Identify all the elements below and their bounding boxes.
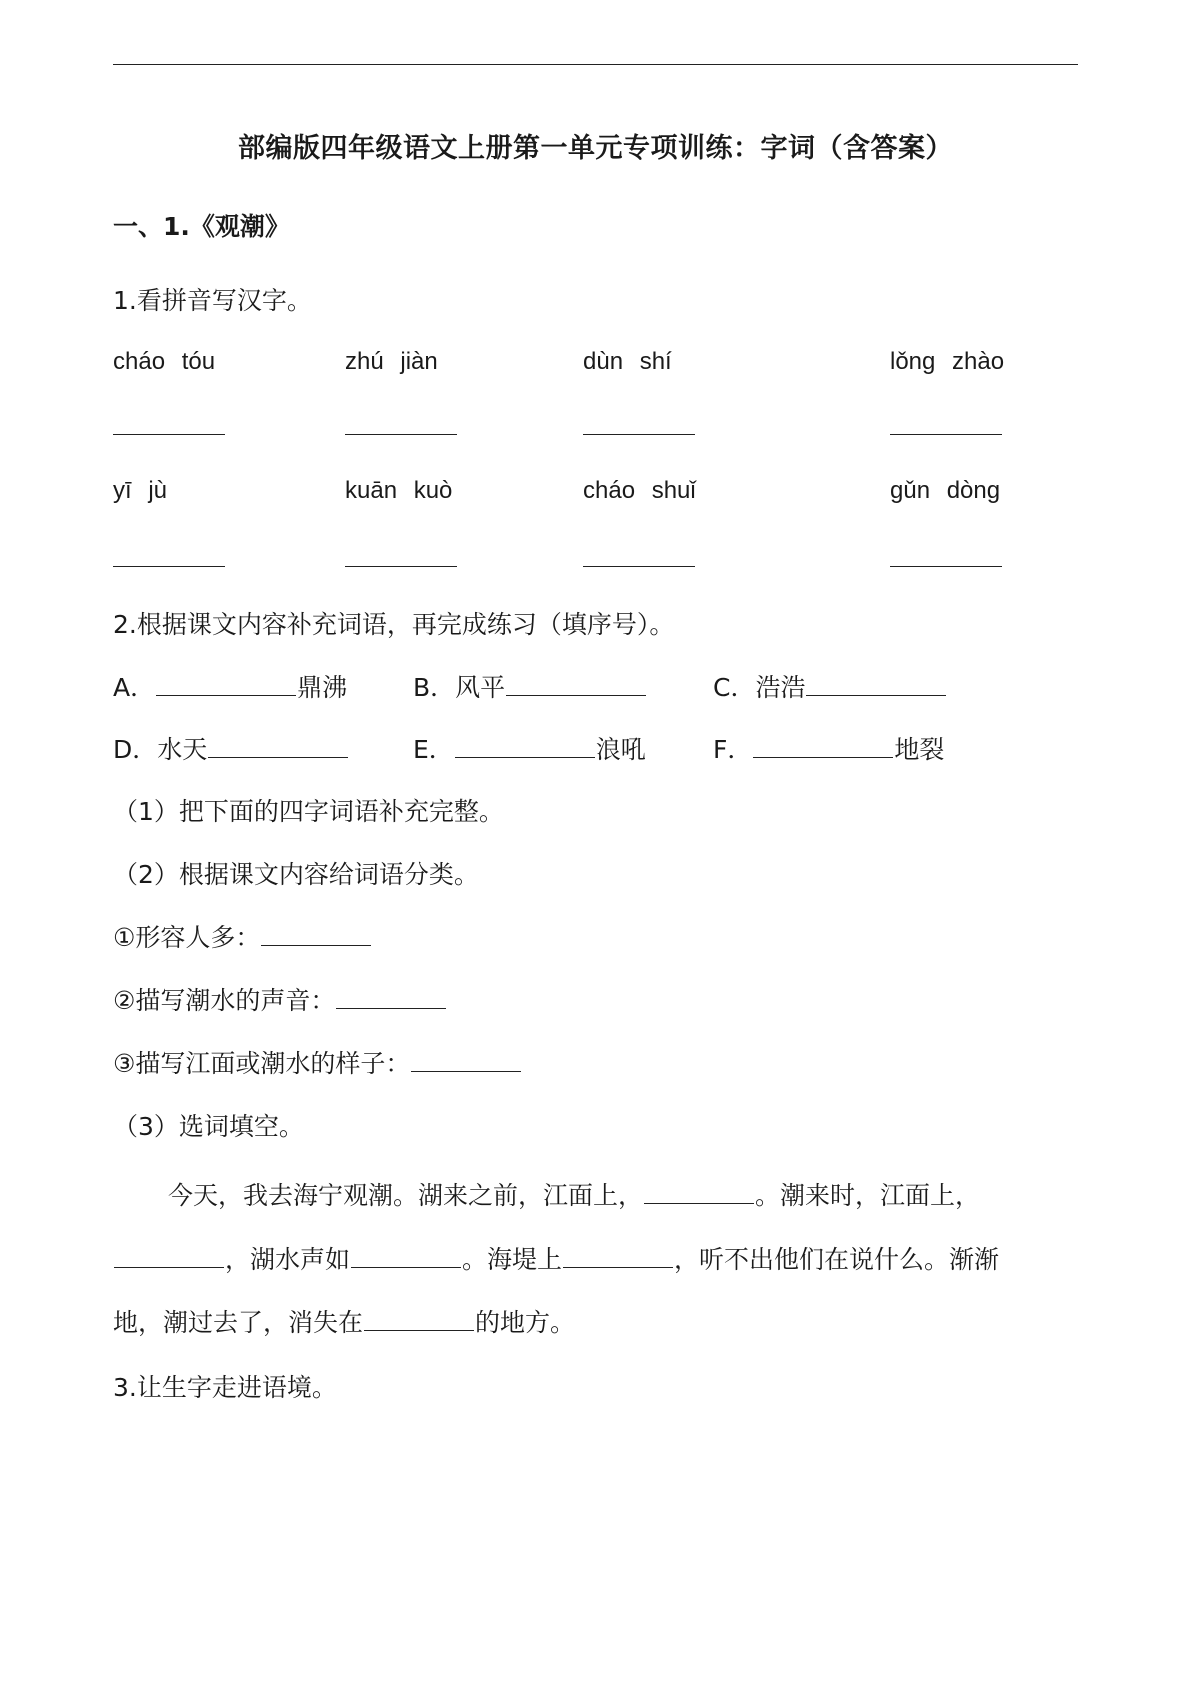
paragraph-line: ，湖水声如 。海堤上 ，听不出他们在说什么。渐渐 (113, 1240, 999, 1276)
option-letter: E． (413, 735, 454, 764)
classify-item-2 (113, 981, 447, 1017)
pinyin-item: gǔn dòng (890, 477, 1001, 504)
option-text: 浪吼 (595, 735, 646, 764)
option-b (413, 668, 647, 704)
pinyin-item: dùn shí (583, 348, 672, 375)
classify-item-3 (113, 1044, 522, 1080)
answer-blank[interactable] (261, 944, 371, 946)
q1-prompt: 1.看拼音写汉字。 (113, 286, 312, 315)
answer-blank[interactable] (364, 1329, 474, 1331)
answer-blank[interactable] (644, 1202, 754, 1204)
section-heading: 一、1.《观潮》 (113, 212, 290, 241)
q2-prompt: 2.根据课文内容补充词语，再完成练习（填序号）。 (113, 610, 675, 639)
classify-label: ①形容人多： (113, 923, 261, 952)
sub-question-2: （2）根据课文内容给词语分类。 (113, 860, 479, 889)
answer-blank[interactable] (890, 566, 1002, 567)
answer-blank[interactable] (336, 1007, 446, 1009)
answer-blank[interactable] (345, 566, 457, 567)
option-d (113, 730, 349, 766)
option-letter: A． (113, 673, 156, 702)
option-text: 浩浩 (755, 673, 806, 702)
pinyin-item: zhú jiàn (345, 348, 438, 375)
paragraph-line: 地，潮过去了，消失在 的地方。 (113, 1308, 576, 1337)
option-text: 地裂 (894, 735, 945, 764)
q3-prompt: 3.让生字走进语境。 (113, 1373, 337, 1402)
option-letter: C． (713, 673, 756, 702)
option-letter: F． (713, 735, 753, 764)
option-text: 鼎沸 (297, 673, 348, 702)
option-a (113, 668, 347, 704)
answer-blank[interactable] (351, 1266, 461, 1268)
classify-item-1 (113, 918, 372, 954)
option-text: 水天 (157, 735, 208, 764)
answer-blank[interactable] (345, 434, 457, 435)
answer-blank[interactable] (583, 434, 695, 435)
sub-question-1: （1）把下面的四字词语补充完整。 (113, 797, 504, 826)
sub-question-3: （3）选词填空。 (113, 1112, 304, 1141)
answer-blank[interactable] (890, 434, 1002, 435)
answer-blank[interactable] (455, 756, 595, 758)
classify-label: ②描写潮水的声音： (113, 986, 336, 1015)
pinyin-item: kuān kuò (345, 477, 453, 504)
option-e (413, 730, 646, 766)
answer-blank[interactable] (583, 566, 695, 567)
answer-blank[interactable] (156, 694, 296, 696)
answer-blank[interactable] (806, 694, 946, 696)
answer-blank[interactable] (506, 694, 646, 696)
header-rule (113, 64, 1078, 65)
answer-blank[interactable] (113, 434, 225, 435)
option-text: 风平 (455, 673, 506, 702)
answer-blank[interactable] (753, 756, 893, 758)
pinyin-item: cháo shuǐ (583, 477, 696, 504)
pinyin-item: lǒng zhào (890, 348, 1005, 375)
paragraph-line: 今天，我去海宁观潮。湖来之前，江面上， 。潮来时，江面上， (168, 1181, 981, 1210)
classify-label: ③描写江面或潮水的样子： (113, 1049, 411, 1078)
option-c (713, 668, 947, 704)
answer-blank[interactable] (563, 1266, 673, 1268)
option-letter: B． (413, 673, 456, 702)
pinyin-item: cháo tóu (113, 348, 216, 375)
answer-blank[interactable] (114, 1266, 224, 1268)
page-title: 部编版四年级语文上册第一单元专项训练：字词（含答案） (238, 133, 953, 164)
pinyin-item: yī jù (113, 477, 168, 504)
option-f (713, 730, 944, 766)
option-letter: D． (113, 735, 158, 764)
answer-blank[interactable] (113, 566, 225, 567)
answer-blank[interactable] (208, 756, 348, 758)
answer-blank[interactable] (411, 1070, 521, 1072)
